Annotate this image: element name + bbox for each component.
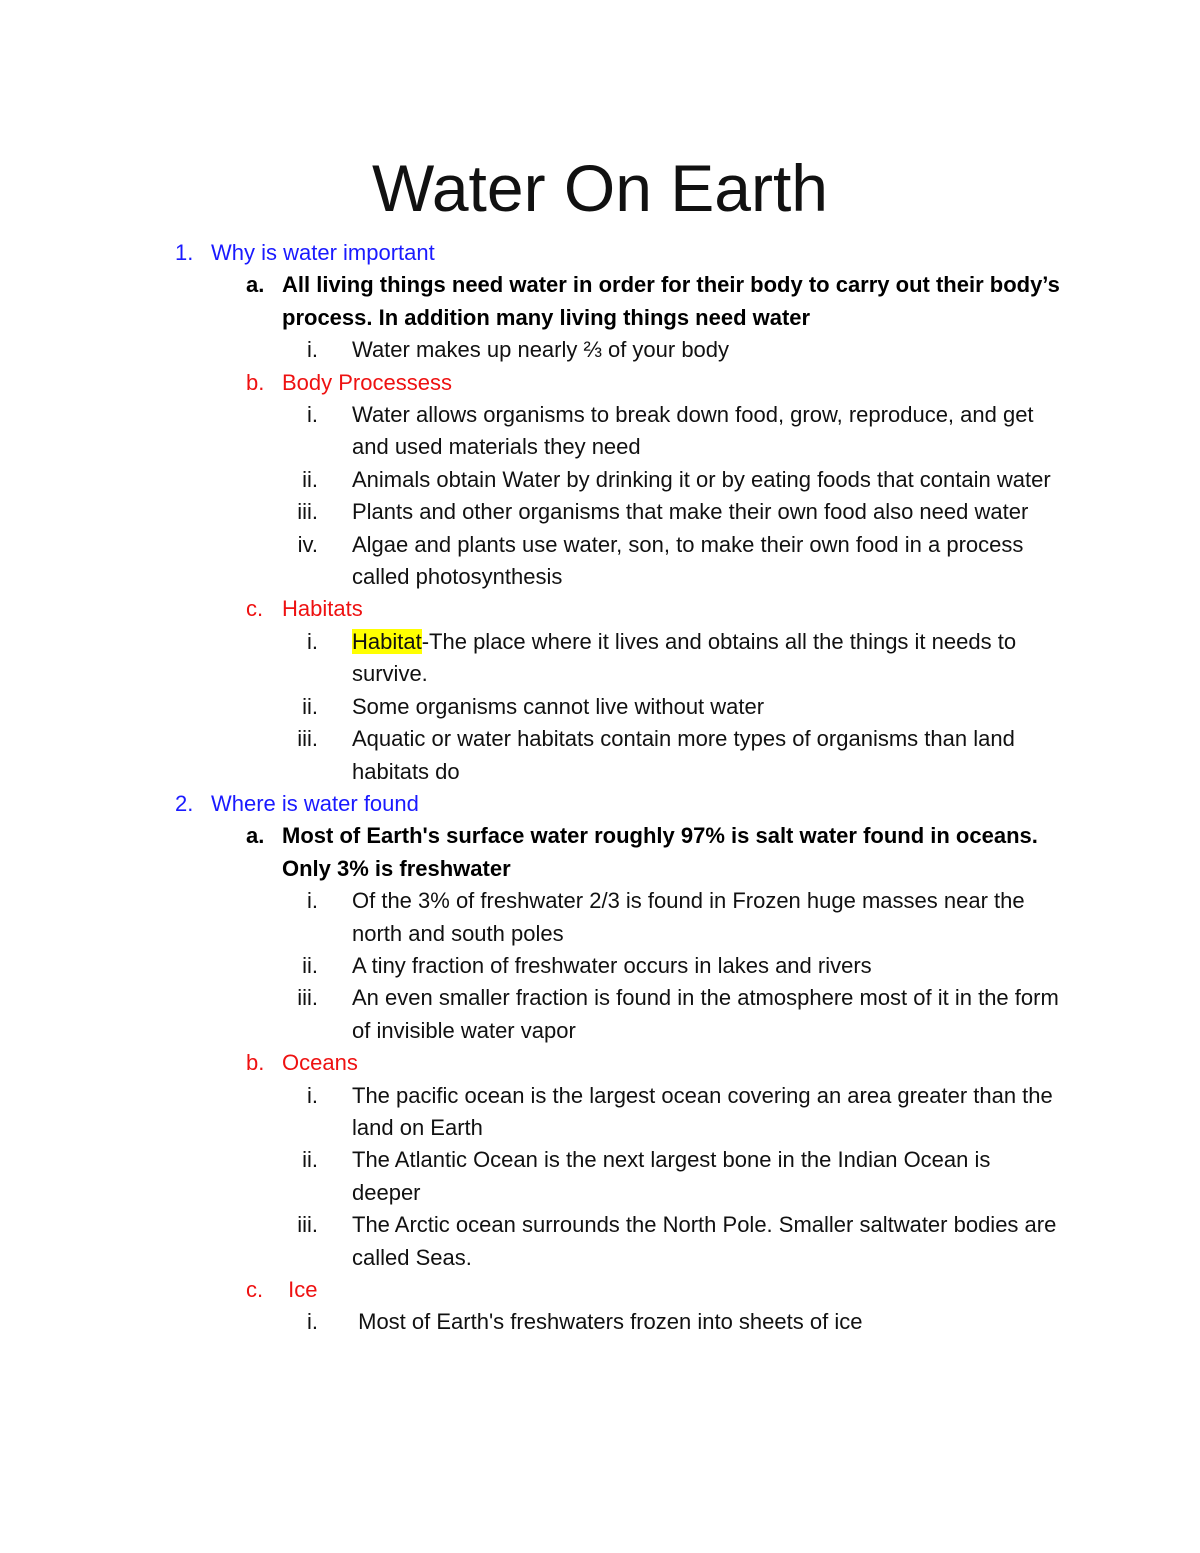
highlighted-term: Habitat [352, 628, 422, 654]
outline [0, 237, 1200, 1339]
list-item-text: Of the 3% of freshwater 2/3 is found in Frozen huge masses near the north and south poles [352, 888, 1025, 946]
page-title: Water On Earth [371, 151, 829, 225]
list-marker: iv. [297, 531, 318, 557]
list-marker: i. [307, 628, 318, 654]
list-item-text: A tiny fraction of freshwater occurs in lakes and rivers [352, 952, 872, 978]
list-marker: ii. [302, 1147, 318, 1173]
section-1-point-a [0, 269, 1200, 334]
list-marker: iii. [297, 1212, 318, 1238]
list-item [0, 334, 1200, 366]
list-marker: i. [307, 888, 318, 914]
list-item-text: Animals obtain Water by drinking it or by eating foods that contain water [352, 466, 1051, 492]
list-item-text: Some organisms cannot live without water [352, 693, 765, 719]
list-marker: i. [307, 337, 318, 363]
list-item [0, 529, 1200, 594]
list-item [0, 982, 1200, 1047]
point-text: Most of Earth's surface water roughly 97% is salt water found in oceans. Only 3% is freshwater [282, 823, 1038, 881]
list-marker: ii. [302, 952, 318, 978]
list-marker: iii. [297, 726, 318, 752]
list-item [0, 464, 1200, 496]
list-item [0, 496, 1200, 528]
list-marker: c. [246, 1277, 264, 1302]
section-1-subheading-b [0, 367, 1200, 399]
list-item-text: Water makes up nearly ⅔ of your body [352, 337, 730, 363]
list-marker: i. [307, 1309, 318, 1335]
list-item-text: Algae and plants use water, son, to make their own food in a process called photosynthesis [352, 531, 1024, 590]
subheading-label: Body Processess [282, 369, 452, 395]
list-item-text: Aquatic or water habitats contain more types of organisms than land habitats do [352, 726, 1015, 784]
section-1-subheading-c [0, 593, 1200, 625]
list-item-text: The Atlantic Ocean is the next largest bone in the Indian Ocean is deeper [352, 1147, 991, 1205]
list-marker: i. [307, 402, 318, 428]
list-marker: a. [246, 272, 265, 298]
subheading-label: Ice [282, 1277, 318, 1302]
section-heading: Where is water found [211, 790, 419, 816]
term-definition: -The place where it lives and obtains all the things it needs to survive. [352, 628, 1017, 687]
subheading-label: Habitats [282, 596, 363, 622]
list-marker: b. [246, 1050, 265, 1076]
list-item-text: Plants and other organisms that make their own food also need water [352, 499, 1029, 525]
list-marker: ii. [302, 693, 318, 719]
list-marker: iii. [297, 499, 318, 525]
list-item [0, 1080, 1200, 1145]
list-item-text [352, 626, 1062, 691]
section-1-heading [0, 237, 1200, 269]
point-text: All living things need water in order for their body to carry out their body’s process. In addition many living things need water [282, 272, 1060, 330]
list-item [0, 399, 1200, 464]
list-item-text: Water allows organisms to break down food, grow, reproduce, and get and used materials they need [352, 402, 1034, 460]
list-item [0, 950, 1200, 982]
list-item [0, 723, 1200, 788]
section-2-point-a [0, 820, 1200, 885]
section-heading: Why is water important [211, 240, 435, 265]
list-marker: i. [307, 1082, 318, 1108]
list-item-text: The pacific ocean is the largest ocean covering an area greater than the land on Earth [352, 1082, 1053, 1140]
list-marker: a. [246, 823, 265, 849]
list-marker: b. [246, 369, 265, 395]
list-item [0, 1209, 1200, 1274]
list-item-text: An even smaller fraction is found in the atmosphere most of it in the form of invisible water vapor [352, 985, 1059, 1043]
list-item [0, 1144, 1200, 1209]
list-marker: c. [246, 596, 264, 622]
list-marker: 1. [175, 240, 194, 265]
subheading-label: Oceans [282, 1050, 358, 1076]
section-2-subheading-c [0, 1274, 1200, 1306]
list-item-text: Most of Earth's freshwaters frozen into sheets of ice [352, 1309, 863, 1335]
list-item [0, 626, 1200, 691]
section-2-heading [0, 788, 1200, 820]
section-2-subheading-b [0, 1047, 1200, 1079]
list-item [0, 885, 1200, 950]
list-item-text: The Arctic ocean surrounds the North Pole. Smaller saltwater bodies are called Seas. [352, 1212, 1057, 1270]
list-marker: iii. [297, 985, 318, 1011]
list-item [0, 1306, 1200, 1338]
list-item [0, 691, 1200, 723]
list-marker: 2. [175, 790, 194, 816]
list-marker: ii. [302, 466, 318, 492]
